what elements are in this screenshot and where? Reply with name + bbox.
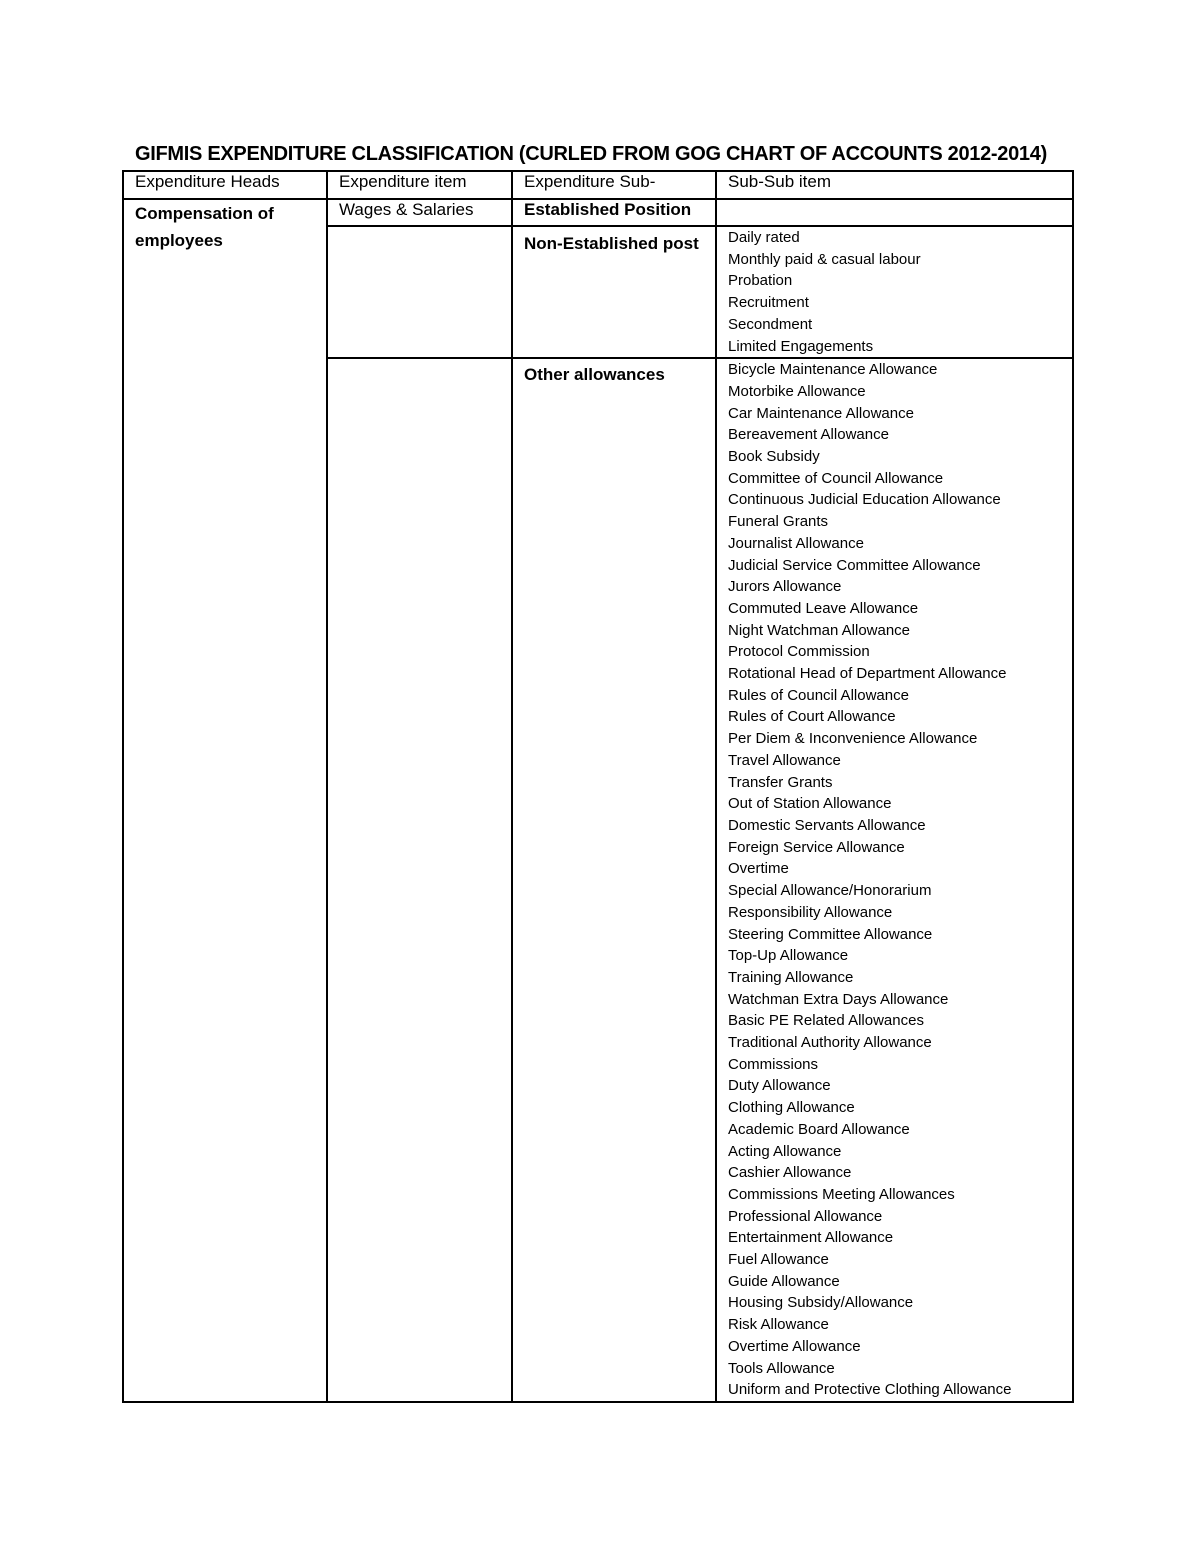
list-item: Motorbike Allowance (728, 382, 866, 400)
list-item: Journalist Allowance (728, 534, 864, 552)
list-item: Committee of Council Allowance (728, 469, 944, 487)
list-item: Cashier Allowance (728, 1164, 852, 1182)
expenditure-item-cell: Wages & Salaries (327, 199, 512, 226)
list-item: Book Subsidy (728, 448, 820, 466)
expenditure-item-empty-cell (327, 358, 512, 1402)
list-item: Acting Allowance (728, 1142, 842, 1160)
list-item: Special Allowance/Honorarium (728, 882, 932, 900)
list-item: Risk Allowance (728, 1316, 829, 1334)
list-item: Overtime Allowance (728, 1337, 861, 1355)
list-item: Daily rated (728, 229, 800, 246)
list-item: Entertainment Allowance (728, 1229, 894, 1247)
header-expenditure-item: Expenditure item (327, 171, 512, 199)
table-row (123, 199, 1073, 226)
sub-established-cell: Established Position (512, 199, 716, 226)
list-item: Travel Allowance (728, 751, 841, 769)
list-item: Jurors Allowance (728, 578, 842, 596)
expenditure-item-empty-cell (327, 226, 512, 358)
list-item: Car Maintenance Allowance (728, 404, 914, 422)
list-item: Protocol Commission (728, 643, 870, 661)
list-item: Monthly paid & casual labour (728, 250, 921, 268)
list-item: Watchman Extra Days Allowance (728, 990, 949, 1008)
list-item: Limited Engagements (728, 337, 874, 355)
list-item: Basic PE Related Allowances (728, 1012, 924, 1030)
list-item: Bicycle Maintenance Allowance (728, 361, 938, 379)
list-item: Traditional Authority Allowance (728, 1034, 932, 1052)
other-allowance-items-cell (716, 358, 1073, 1402)
list-item: Recruitment (728, 294, 809, 312)
list-item: Funeral Grants (728, 513, 829, 531)
list-item: Fuel Allowance (728, 1251, 829, 1269)
header-sub-sub-item: Sub-Sub item (716, 171, 1073, 199)
document-title: GIFMIS EXPENDITURE CLASSIFICATION (CURLED FROM GOG CHART OF ACCOUNTS 2012-2014) (135, 143, 1047, 165)
non-established-items-cell (716, 226, 1073, 358)
expenditure-classification-table (122, 170, 1074, 1403)
list-item: Commissions Meeting Allowances (728, 1185, 955, 1203)
list-item: Uniform and Protective Clothing Allowance (728, 1381, 1012, 1399)
list-item: Night Watchman Allowance (728, 621, 911, 639)
list-item: Domestic Servants Allowance (728, 816, 926, 834)
list-item: Duty Allowance (728, 1077, 831, 1095)
list-item: Bereavement Allowance (728, 426, 889, 444)
list-item: Judicial Service Committee Allowance (728, 556, 981, 574)
list-item: Commissions (728, 1055, 819, 1073)
list-item: Rotational Head of Department Allowance (728, 665, 1007, 683)
list-item: Overtime (728, 860, 789, 878)
sub-sub-empty-cell (716, 199, 1073, 226)
list-item: Clothing Allowance (728, 1099, 855, 1117)
list-item: Rules of Council Allowance (728, 686, 909, 704)
list-item: Training Allowance (728, 968, 854, 986)
list-item: Continuous Judicial Education Allowance (728, 491, 1001, 509)
list-item: Housing Subsidy/Allowance (728, 1294, 914, 1312)
list-item: Probation (728, 272, 793, 290)
header-expenditure-heads: Expenditure Heads (123, 171, 327, 199)
list-item: Top-Up Allowance (728, 947, 849, 965)
sub-other-allowances-cell: Other allowances (512, 358, 716, 1402)
list-item: Rules of Court Allowance (728, 708, 896, 726)
list-item: Per Diem & Inconvenience Allowance (728, 730, 978, 748)
header-row (123, 171, 1073, 199)
list-item: Responsibility Allowance (728, 903, 893, 921)
list-item: Transfer Grants (728, 773, 833, 791)
list-item: Out of Station Allowance (728, 795, 892, 813)
list-item: Professional Allowance (728, 1207, 883, 1225)
list-item: Secondment (728, 315, 813, 333)
list-item: Commuted Leave Allowance (728, 599, 919, 617)
list-item: Steering Committee Allowance (728, 925, 933, 943)
list-item: Academic Board Allowance (728, 1120, 910, 1138)
list-item: Tools Allowance (728, 1359, 835, 1377)
expenditure-head-cell: Compensation of employees (123, 199, 327, 1402)
list-item: Guide Allowance (728, 1272, 840, 1290)
list-item: Foreign Service Allowance (728, 838, 905, 856)
sub-non-established-cell: Non-Established post (512, 226, 716, 358)
header-expenditure-sub: Expenditure Sub- (512, 171, 716, 199)
